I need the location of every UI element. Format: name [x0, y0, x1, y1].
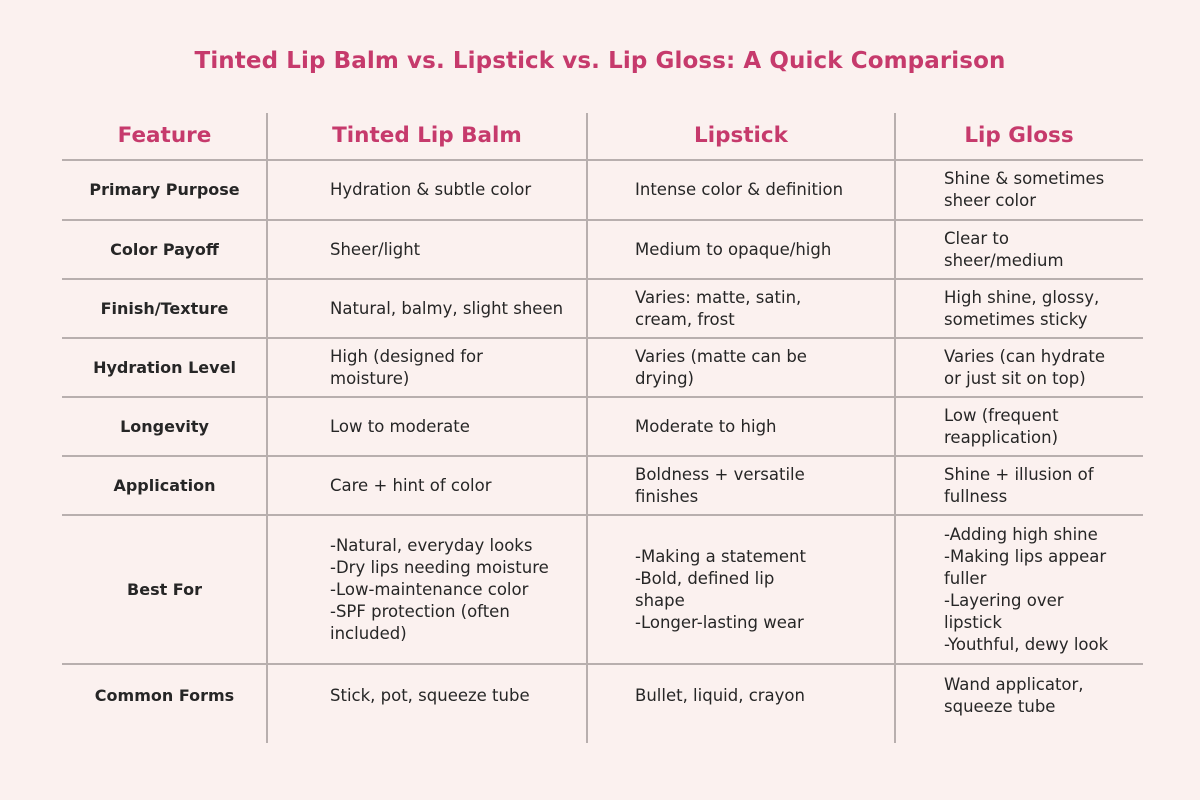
feature-cell: Best For: [127, 579, 202, 599]
comparison-table: [62, 113, 1143, 743]
lipstick-cell: Bullet, liquid, crayon: [635, 686, 805, 705]
gloss-cell: -Adding high shine -Making lips appear fuller -Layering over lipstick -Youthful, dewy look: [944, 524, 1109, 654]
header-feature: Feature: [117, 123, 212, 148]
table-row: [62, 280, 1143, 337]
table-row: [62, 221, 1143, 278]
lipstick-cell: Moderate to high: [635, 416, 777, 436]
balm-cell: Low to moderate: [330, 416, 470, 436]
row-divider: [62, 514, 1143, 516]
row-divider: [62, 396, 1143, 398]
gloss-cell: Shine & sometimes sheer color: [944, 169, 1105, 210]
lipstick-cell: Varies: matte, satin, cream, frost: [635, 287, 802, 329]
balm-cell: -Natural, everyday looks -Dry lips needing moisture -Low-maintenance color -SPF protection (often included): [330, 535, 549, 643]
lipstick-cell: Varies (matte can be drying): [635, 346, 807, 388]
table-row: [62, 665, 1143, 727]
gloss-cell: Clear to sheer/medium: [944, 228, 1064, 270]
lipstick-cell: Medium to opaque/high: [635, 239, 832, 259]
feature-cell: Color Payoff: [110, 239, 219, 259]
gloss-cell: Low (frequent reapplication): [944, 405, 1059, 447]
header-tinted-lip-balm: Tinted Lip Balm: [332, 123, 522, 148]
lipstick-cell: Boldness + versatile finishes: [635, 464, 805, 506]
row-divider: [62, 159, 1143, 161]
balm-cell: High (designed for moisture): [330, 346, 483, 388]
gloss-cell: Varies (can hydrate or just sit on top): [944, 346, 1106, 388]
row-divider: [62, 455, 1143, 457]
balm-cell: Care + hint of color: [330, 475, 492, 495]
balm-cell: Hydration & subtle color: [330, 180, 532, 199]
balm-cell: Natural, balmy, slight sheen: [330, 298, 564, 318]
table-header-row: [62, 113, 1143, 159]
lipstick-cell: Intense color & definition: [635, 180, 844, 199]
column-divider: [586, 113, 588, 743]
feature-cell: Finish/Texture: [100, 298, 229, 318]
gloss-cell: High shine, glossy, sometimes sticky: [944, 287, 1100, 329]
balm-cell: Stick, pot, squeeze tube: [330, 686, 530, 705]
feature-cell: Longevity: [120, 416, 209, 436]
row-divider: [62, 663, 1143, 665]
feature-cell: Application: [113, 475, 216, 495]
row-divider: [62, 219, 1143, 221]
header-lipstick: Lipstick: [694, 123, 788, 148]
table-row: [62, 161, 1143, 219]
column-divider: [894, 113, 896, 743]
table-row: [62, 457, 1143, 514]
feature-cell: Hydration Level: [93, 357, 236, 377]
row-divider: [62, 337, 1143, 339]
header-lip-gloss: Lip Gloss: [964, 123, 1074, 148]
page-title: Tinted Lip Balm vs. Lipstick vs. Lip Gloss: A Quick Comparison: [194, 48, 1006, 74]
feature-cell: Primary Purpose: [89, 180, 240, 199]
column-divider: [266, 113, 268, 743]
table-row: [62, 516, 1143, 663]
gloss-cell: Wand applicator, squeeze tube: [944, 675, 1084, 716]
balm-cell: Sheer/light: [330, 239, 421, 259]
row-divider: [62, 278, 1143, 280]
table-row: [62, 398, 1143, 455]
lipstick-cell: -Making a statement -Bold, defined lip shape -Longer-lasting wear: [635, 546, 806, 632]
feature-cell: Common Forms: [94, 686, 235, 705]
gloss-cell: Shine + illusion of fullness: [944, 464, 1094, 506]
table-row: [62, 339, 1143, 396]
